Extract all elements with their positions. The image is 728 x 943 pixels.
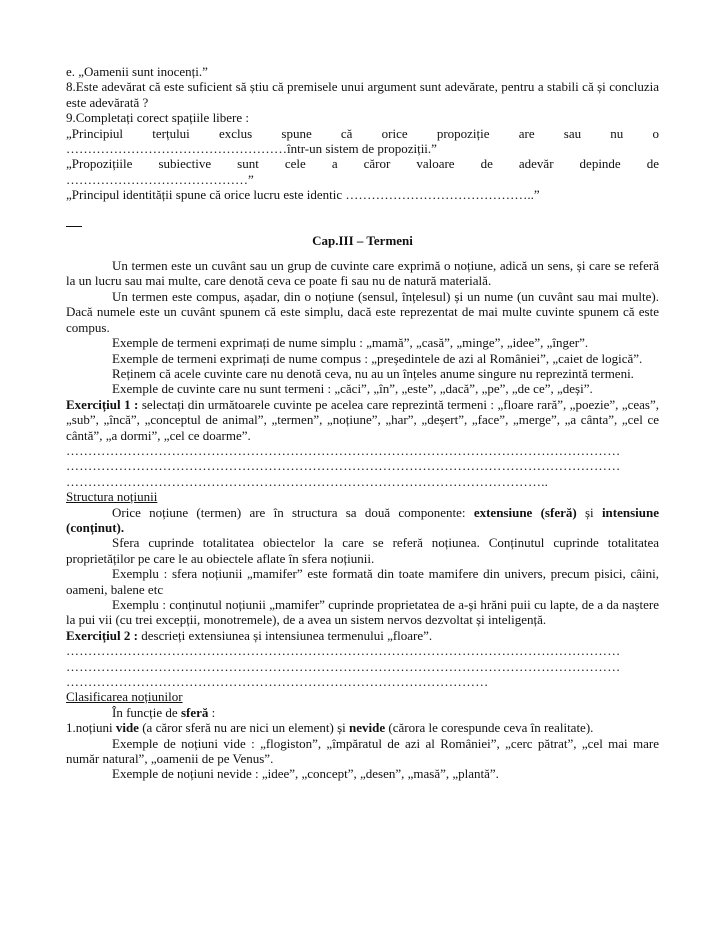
structure-paragraph-2: Sfera cuprinde totalitatea obiectelor la care se referă noțiunea. Conținutul cuprinde totalitatea proprietăților pe care le au obiectele aflate în sfera noțiunii.	[66, 535, 659, 566]
question-8: 8.Este adevărat că este suficient să știu că premisele unui argument sunt adevărate, pentru a stabili că și concluzia este adevărată ?	[66, 79, 659, 110]
exercise-1-text: selectați din următoarele cuvinte pe acelea care reprezintă termeni : „floare rară”, „poezie”, „ceas”, „sub”, „încă”, „conceptul de animal”, „termen”, „noțiune”, „har”, „deșert”, „face”, „merge”, „a cânta”, „cel ce cântă”, „a dormi”, „cel ce doarme”.	[66, 396, 659, 443]
chapter-title: Cap.III – Termeni	[312, 232, 413, 248]
separator-area	[66, 203, 659, 233]
question-e: e. „Oamenii sunt inocenți.”	[66, 64, 208, 79]
paragraph-6: Exemple de cuvinte care nu sunt termeni : „căci”, „în”, „este”, „dacă”, „pe”, „de ce”, „deși”.	[112, 381, 593, 397]
paragraph-3: Exemple de termeni exprimați de nume simplu : „mamă”, „casă”, „minge”, „idee”, „înger”.	[112, 335, 589, 351]
structure-paragraph-3: Exemplu : sfera noțiunii „mamifer” este formată din toate mamifere din univers, precum pisici, câini, oameni, balene etc	[66, 566, 659, 597]
examples-empty-notions: Exemple de noțiuni vide : „flogiston”, „împăratul de azi al României”, „cerc pătrat”, „cel mai mare număr natural”, „oamenii de pe Venus”.	[66, 735, 659, 767]
exercise-1-label: Exercițiul 1 :	[66, 396, 139, 412]
question-9: 9.Completați corect spațiile libere :	[66, 110, 250, 126]
exercise-1-answer-line-3: ………………………………………………………………………………………………..	[66, 473, 549, 489]
exercise-2	[66, 628, 659, 643]
exercise-1-answer-line-1: ………………………………………………………………………………………………………………	[66, 442, 621, 458]
paragraph-5: Reținem că acele cuvinte care nu denotă ceva, nu au un înțeles anume singure nu reprezintă termeni.	[112, 365, 634, 381]
exercise-1-answer-line-2: ………………………………………………………………………………………………………………	[66, 458, 621, 474]
structure-paragraph-1: Orice noțiune (termen) are în structura sa două componente: extensiune (sferă) și intensiune (conținut).	[66, 504, 660, 535]
exercise-2-answer-line-3: ……………………………………………………………………………………	[66, 674, 489, 690]
paragraph-1: Un termen este un cuvânt sau un grup de cuvinte care exprimă o noțiune, adică un sens, și care se referă la un lucru sau mai multe, care denotă ceva ce poate fi sau nu de natură materială.	[66, 258, 659, 289]
question-9b-line2: ……………………………………”	[66, 171, 254, 187]
classification-heading: Clasificarea noțiunilor	[66, 689, 183, 705]
paragraph-4: Exemple de termeni exprimați de nume compus : „președintele de azi al României”, „caiet de logică”.	[112, 350, 643, 366]
examples-nonempty-notions: Exemple de noțiuni nevide : „idee”, „concept”, „desen”, „masă”, „plantă”.	[112, 766, 499, 782]
classification-item-1: 1.noțiuni vide (a căror sferă nu are nici un element) și nevide (cărora le corespunde ceva în realitate).	[66, 720, 594, 736]
question-9a-line1: „Principiul terțului exclus spune că orice propoziție are sau nu o	[66, 125, 659, 141]
question-9b-line1: „Propozițiile subiective sunt cele a căror valoare de adevăr depinde de	[66, 156, 659, 172]
question-9a-line2: ……………………………………………într-un sistem de propoziții.”	[66, 141, 437, 157]
short-rule	[66, 226, 82, 227]
exercise-1	[66, 397, 659, 443]
classification-criterion: În funcție de sferă :	[112, 704, 216, 720]
exercise-2-text: descrieți extensiunea și intensiunea termenului „floare”.	[141, 627, 433, 643]
question-9c: „Principul identității spune că orice lucru este identic ……………………………………..”	[66, 187, 540, 203]
exercise-2-answer-line-2: ………………………………………………………………………………………………………………	[66, 658, 621, 674]
exercise-2-answer-line-1: ………………………………………………………………………………………………………………	[66, 643, 621, 659]
paragraph-2: Un termen este compus, așadar, din o noțiune (sensul, înțelesul) și un nume (un cuvânt sau mai multe). Dacă numele este un cuvânt spunem că este simplu, dacă este reprezentat de mai multe cuvinte spunem că este compus.	[66, 288, 659, 335]
exercise-2-label: Exercițiul 2 :	[66, 627, 138, 643]
document-page	[66, 64, 659, 782]
structure-paragraph-4: Exemplu : conținutul noțiunii „mamifer” cuprinde proprietatea de a-și hrăni puii cu lapte, de a da naștere la pui vii (cu trei excepții, monotremele), de a avea un sistem nervos dezvoltat și inteligență.	[66, 597, 659, 628]
structure-heading: Structura noțiunii	[66, 489, 158, 505]
